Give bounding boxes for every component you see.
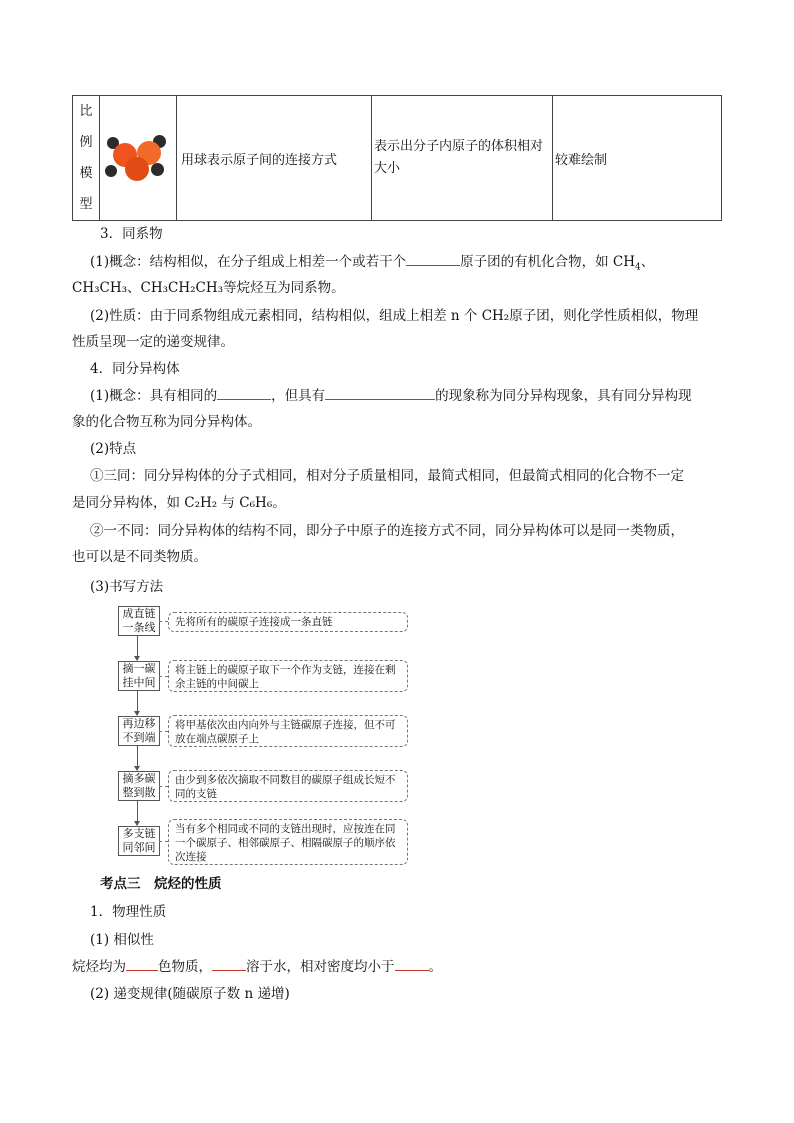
model-desc-1: 用球表示原子间的连接方式 <box>177 96 372 221</box>
flow-step-desc: 将甲基依次由内向外与主链碳原子连接，但不可放在端点碳原子上 <box>168 715 408 747</box>
flow-step-box: 再边移 不到端 <box>118 716 160 746</box>
section-4-same-line2: 是同分异构体，如 C₂H₂ 与 C₆H₆。 <box>72 495 286 511</box>
flow-connector <box>159 621 168 622</box>
model-desc-2: 表示出分子内原子的体积相对大小 <box>372 96 553 221</box>
section-4-method-title: (3)书写方法 <box>90 579 164 595</box>
section-4-concept-line2: 象的化合物互称为同分异构体。 <box>72 414 261 430</box>
row-label-char: 比 <box>79 104 93 119</box>
kp3-similarity: 烷烃均为 色物质， 溶于水，相对密度均小于 。 <box>72 959 442 975</box>
flow-step-box: 摘一碳 挂中间 <box>118 661 160 691</box>
section-3-concept: (1)概念：结构相似，在分子组成上相差一个或若干个 原子团的有机化合物，如 $CH_4$、 <box>90 254 655 273</box>
row-label <box>73 96 100 221</box>
row-label-char: 例 <box>79 135 93 150</box>
section-3-concept-line2: CH₃CH₃、CH₃CH₂CH₃等烷烃互为同系物。 <box>72 280 345 296</box>
flow-step-box: 多支链 同邻间 <box>118 826 160 856</box>
flow-arrow <box>137 801 138 825</box>
section-4-feature-title: (2)特点 <box>90 441 137 457</box>
kp3-sub1a: (1) 相似性 <box>90 932 154 948</box>
flow-step-desc: 先将所有的碳原子连接成一条直链 <box>168 612 408 632</box>
row-label-char: 模 <box>79 166 93 181</box>
flow-connector <box>159 676 168 677</box>
flow-arrow <box>137 691 138 715</box>
section-3-title: 3．同系物 <box>100 226 163 242</box>
section-3-property: (2)性质：由于同系物组成元素相同，结构相似，组成上相差 n 个 CH₂原子团，则化学性质相似，物理 <box>90 308 699 324</box>
kp3-sub1: 1．物理性质 <box>90 904 167 920</box>
flow-step-desc: 由少到多依次摘取不同数目的碳原子组成长短不同的支链 <box>168 770 408 802</box>
section-4-same-line1: ①三同：同分异构体的分子式相同，相对分子质量相同，最简式相同，但最简式相同的化合物不一定 <box>90 468 684 484</box>
flow-arrow <box>137 746 138 770</box>
flow-connector <box>159 786 168 787</box>
model-table <box>72 95 722 221</box>
flow-connector <box>159 841 168 842</box>
section-3-property-line2: 性质呈现一定的递变规律。 <box>72 334 234 350</box>
flow-step-desc: 将主链上的碳原子取下一个作为支链，连接在剩余主链的中间碳上 <box>168 660 408 692</box>
flow-step-desc: 当有多个相同或不同的支链出现时，应按连在同一个碳原子、相邻碳原子、相隔碳原子的顺序依次连接 <box>168 819 408 865</box>
ball-and-stick-molecule-icon <box>103 133 173 183</box>
flow-arrow <box>137 636 138 660</box>
model-desc-3: 较难绘制 <box>553 96 722 221</box>
section-4-title: 4．同分异构体 <box>90 361 180 377</box>
section-4-diff-line2: 也可以是不同类物质。 <box>72 549 207 565</box>
row-label-char: 型 <box>79 197 93 212</box>
kp3-sub1b: (2) 递变规律(随碳原子数 n 递增) <box>90 986 290 1002</box>
section-4-concept: (1)概念：具有相同的 ，但具有 的现象称为同分异构现象，具有同分异构现 <box>90 388 692 404</box>
flow-connector <box>159 731 168 732</box>
section-4-diff-line1: ②一不同：同分异构体的结构不同，即分子中原子的连接方式不同，同分异构体可以是同一类物质， <box>90 523 684 539</box>
kp3-title: 考点三 烷烃的性质 <box>100 876 222 892</box>
molecule-image-cell <box>100 96 177 221</box>
flow-step-box: 成直链 一条线 <box>118 606 160 636</box>
flow-step-box: 摘多碳 整到散 <box>118 771 160 801</box>
